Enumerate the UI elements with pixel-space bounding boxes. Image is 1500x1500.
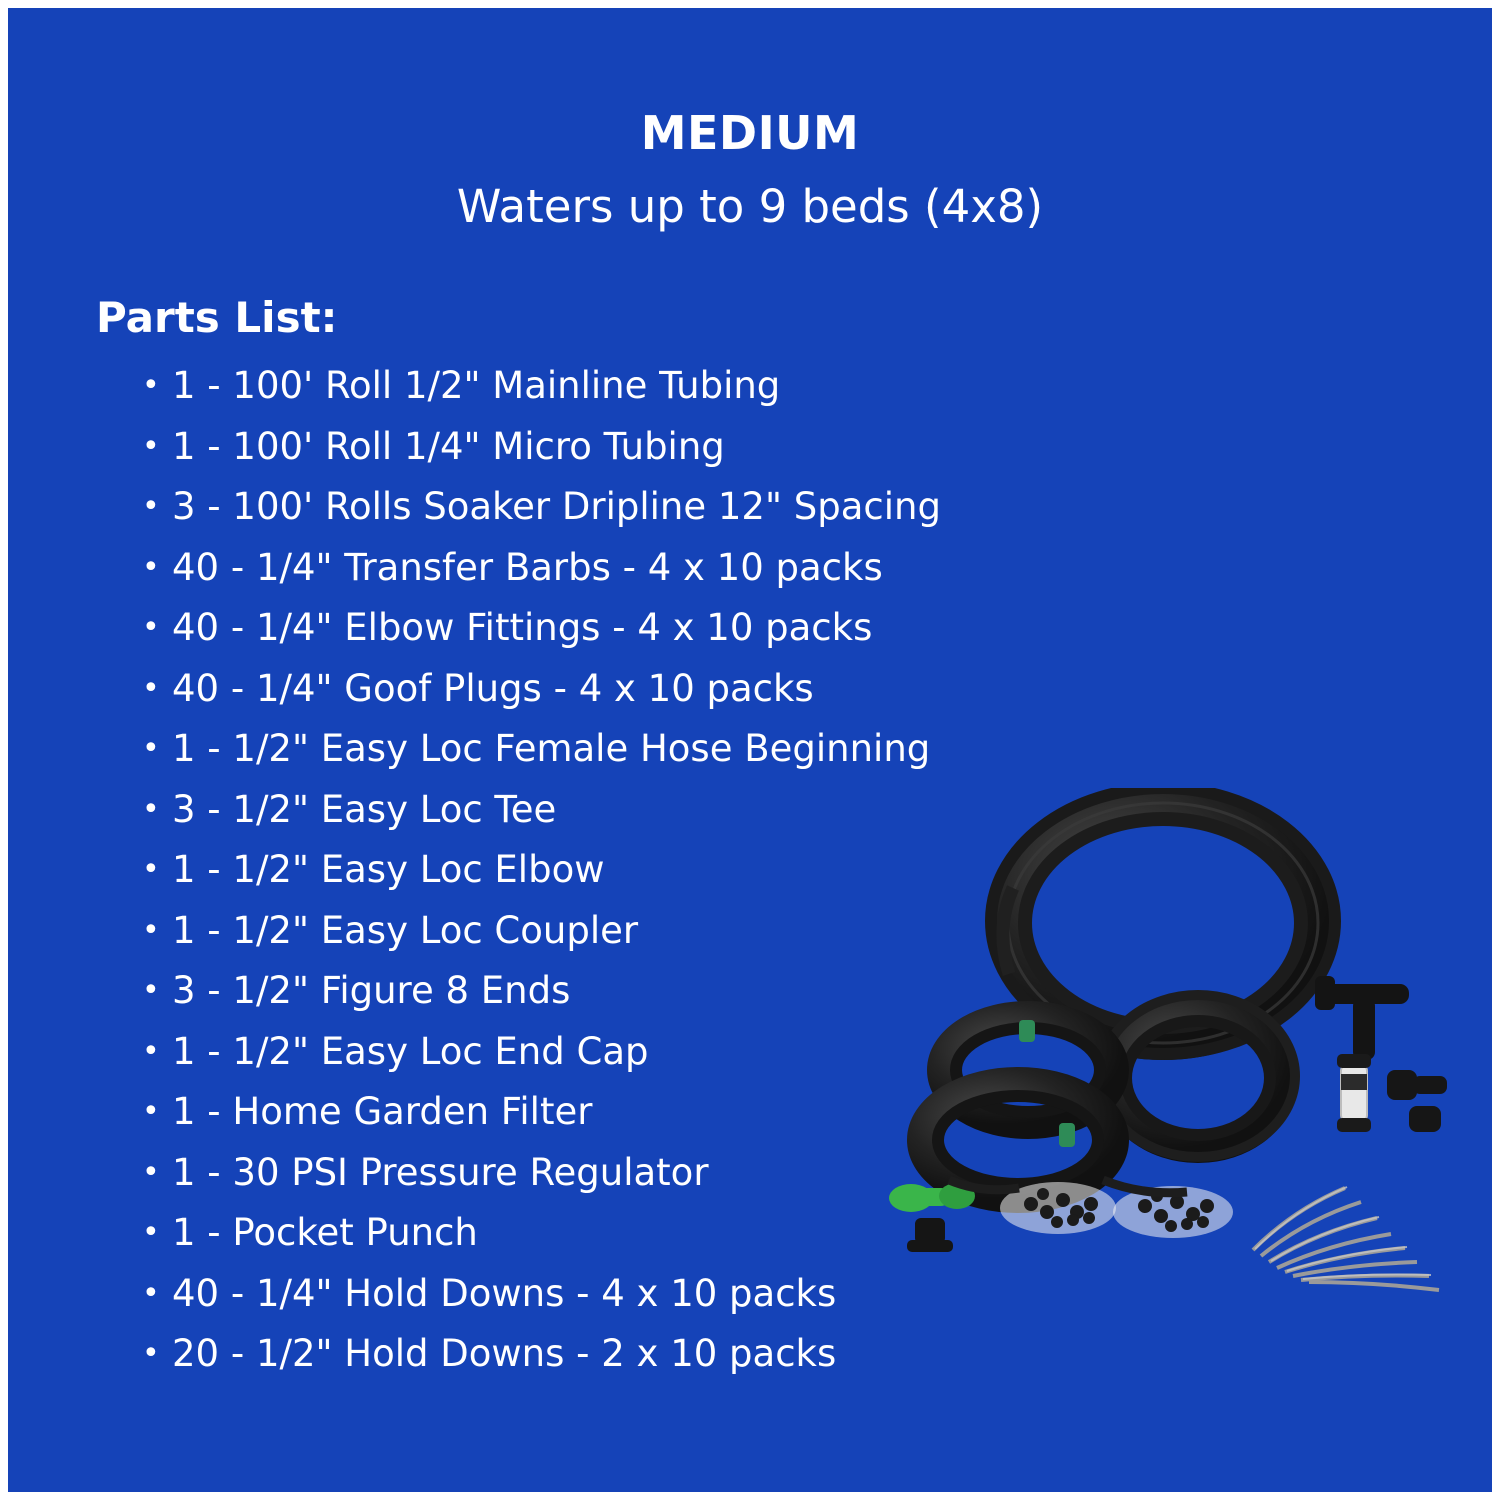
list-item-label: 1 - 1/2" Easy Loc End Cap bbox=[172, 1029, 649, 1073]
list-item-label: 3 - 1/2" Figure 8 Ends bbox=[172, 969, 571, 1012]
bullet-icon: • bbox=[142, 368, 160, 403]
list-item bbox=[128, 659, 1138, 720]
bullet-icon: • bbox=[142, 731, 160, 766]
list-item-label: 1 - 1/2" Easy Loc Female Hose Beginning bbox=[172, 727, 931, 770]
bullet-icon: • bbox=[142, 791, 160, 827]
bullet-icon: • bbox=[142, 1154, 160, 1190]
list-item-label: 1 - 100' Roll 1/4" Micro Tubing bbox=[172, 424, 725, 468]
bullet-icon: • bbox=[142, 912, 160, 948]
list-item bbox=[128, 1324, 1138, 1385]
bullet-icon: • bbox=[142, 1033, 160, 1069]
list-item-label: 40 - 1/4" Transfer Barbs - 4 x 10 packs bbox=[172, 545, 883, 589]
bullet-icon: • bbox=[142, 1336, 160, 1371]
page-title: MEDIUM bbox=[640, 106, 860, 160]
bullet-icon: • bbox=[142, 1094, 160, 1129]
list-item-label: 40 - 1/4" Goof Plugs - 4 x 10 packs bbox=[172, 666, 814, 710]
list-item-label: 1 - 1/2" Easy Loc Coupler bbox=[172, 908, 639, 952]
bullet-icon: • bbox=[142, 973, 160, 1008]
list-item bbox=[128, 598, 1138, 659]
bullet-icon: • bbox=[142, 852, 160, 887]
list-item bbox=[128, 356, 1138, 417]
parts-list-heading: Parts List: bbox=[96, 293, 338, 342]
list-item bbox=[128, 538, 1138, 599]
bullet-icon: • bbox=[142, 610, 160, 645]
list-item-label: 1 - Home Garden Filter bbox=[172, 1090, 593, 1133]
bullet-icon: • bbox=[142, 1275, 160, 1311]
bullet-icon: • bbox=[142, 1215, 160, 1250]
list-item bbox=[128, 417, 1138, 478]
list-item-label: 3 - 100' Rolls Soaker Dripline 12" Spacing bbox=[172, 485, 941, 528]
list-item bbox=[128, 719, 1138, 780]
bullet-icon: • bbox=[142, 670, 160, 706]
page-subtitle: Waters up to 9 beds (4x8) bbox=[456, 180, 1044, 233]
poster-panel bbox=[8, 8, 1492, 1492]
bullet-icon: • bbox=[142, 428, 160, 464]
bullet-icon: • bbox=[142, 489, 160, 524]
list-item-label: 40 - 1/4" Elbow Fittings - 4 x 10 packs bbox=[172, 606, 873, 649]
list-item-label: 1 - 100' Roll 1/2" Mainline Tubing bbox=[172, 364, 781, 407]
list-item-label: 40 - 1/4" Hold Downs - 4 x 10 packs bbox=[172, 1271, 837, 1315]
list-item-label: 20 - 1/2" Hold Downs - 2 x 10 packs bbox=[172, 1332, 837, 1375]
bullet-icon: • bbox=[142, 549, 160, 585]
list-item-label: 1 - 1/2" Easy Loc Elbow bbox=[172, 848, 605, 891]
list-item-label: 3 - 1/2" Easy Loc Tee bbox=[172, 787, 557, 831]
list-item-label: 1 - 30 PSI Pressure Regulator bbox=[172, 1150, 709, 1194]
list-item bbox=[128, 477, 1138, 538]
product-image bbox=[853, 788, 1473, 1298]
list-item-label: 1 - Pocket Punch bbox=[172, 1211, 478, 1254]
